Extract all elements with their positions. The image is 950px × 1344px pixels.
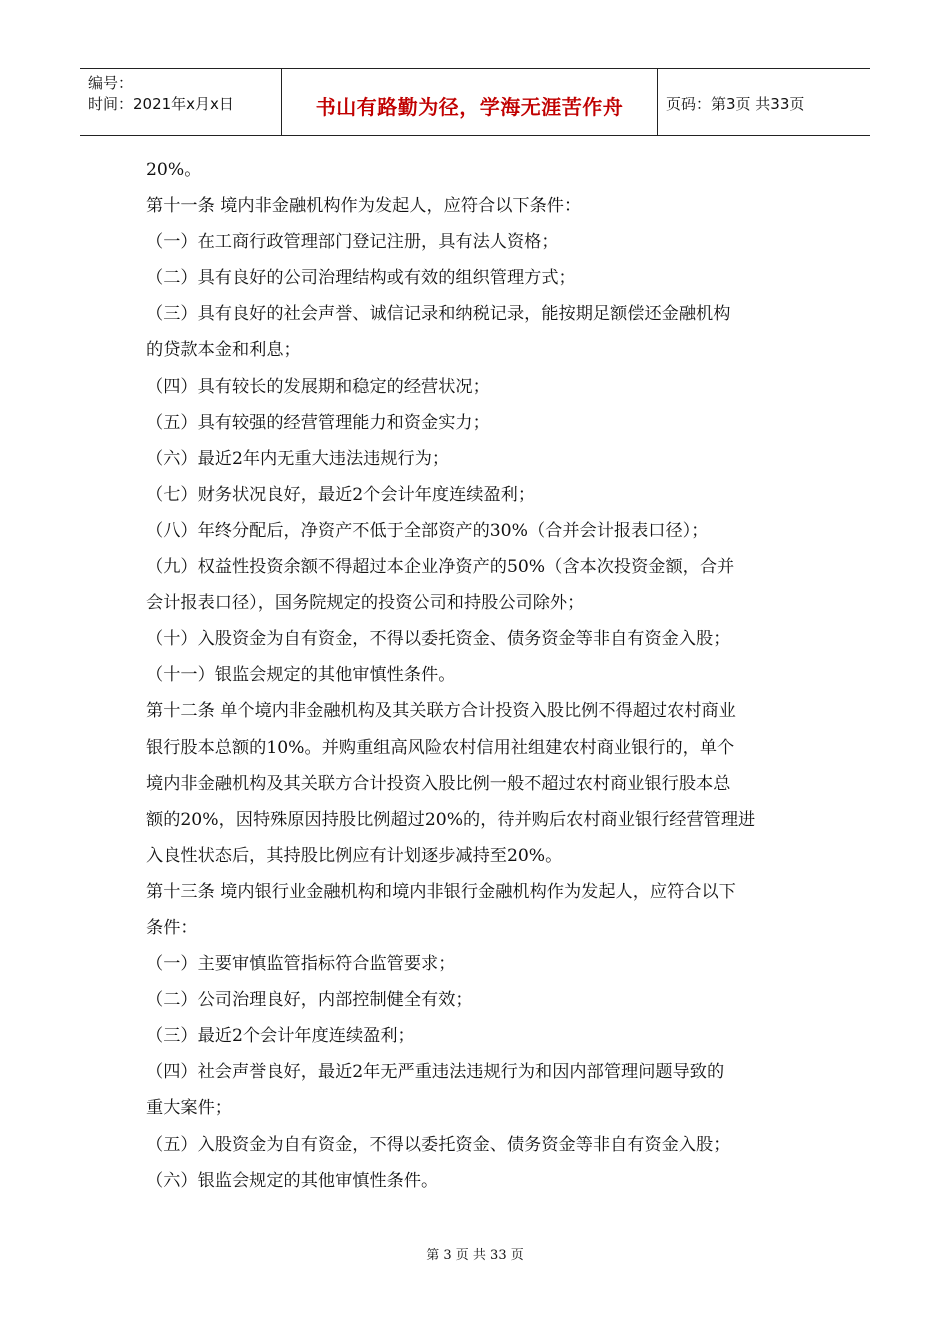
text-line: （五）具有较强的经营管理能力和资金实力； (146, 412, 490, 433)
text-line: （二）具有良好的公司治理结构或有效的组织管理方式； (146, 268, 576, 289)
text-line: 额的20%，因特殊原因持股比例超过20%的，待并购后农村商业银行经营管理进 (146, 809, 756, 830)
text-line: 第十三条 境内银行业金融机构和境内非银行金融机构作为发起人，应符合以下 (146, 881, 736, 902)
text-line: （五）入股资金为自有资金，不得以委托资金、债务资金等非自有资金入股； (146, 1134, 731, 1155)
text-line: 的贷款本金和利息； (146, 340, 301, 361)
header-motto: 书山有路勤为径，学海无涯苦作舟 (315, 94, 624, 119)
header-meta-cell (80, 69, 282, 135)
text-line: 会计报表口径），国务院规定的投资公司和持股公司除外； (146, 593, 585, 614)
page-header (80, 68, 870, 136)
text-line: 第十一条 境内非金融机构作为发起人，应符合以下条件： (146, 196, 582, 217)
text-line: （四）具有较长的发展期和稳定的经营状况； (146, 376, 490, 397)
text-line: （六）银监会规定的其他审慎性条件。 (146, 1170, 439, 1191)
text-line: （十一）银监会规定的其他审慎性条件。 (146, 665, 456, 686)
text-line: （六）最近2年内无重大违法违规行为； (146, 448, 450, 469)
text-line: 条件： (146, 917, 198, 938)
header-motto-cell (282, 69, 658, 135)
document-body (146, 152, 826, 1199)
text-line: 入良性状态后，其持股比例应有计划逐步减持至20%。 (146, 845, 563, 866)
text-line: （十）入股资金为自有资金，不得以委托资金、债务资金等非自有资金入股； (146, 629, 731, 650)
text-line: （三）具有良好的社会声誉、诚信记录和纳税记录，能按期足额偿还金融机构 (146, 304, 731, 325)
text-line: （八）年终分配后，净资产不低于全部资产的30%（合并会计报表口径）； (146, 520, 709, 541)
serial-number-label: 编号： (88, 74, 134, 92)
text-line: （一）在工商行政管理部门登记注册，具有法人资格； (146, 232, 559, 253)
text-line: （四）社会声誉良好，最近2年无严重违法违规行为和因内部管理问题导致的 (146, 1062, 725, 1083)
header-page-cell (658, 69, 870, 135)
text-line: （三）最近2个会计年度连续盈利； (146, 1026, 415, 1047)
footer-page-number: 第 3 页 共 33 页 (426, 1248, 524, 1263)
text-line: 20%。 (146, 160, 202, 180)
text-line: （九）权益性投资余额不得超过本企业净资产的50%（含本次投资金额，合并 (146, 557, 735, 578)
text-line: 银行股本总额的10%。并购重组高风险农村信用社组建农村商业银行的，单个 (146, 737, 735, 758)
text-line: （二）公司治理良好，内部控制健全有效； (146, 990, 473, 1011)
page-footer (0, 1244, 950, 1263)
text-line: 境内非金融机构及其关联方合计投资入股比例一般不超过农村商业银行股本总 (146, 773, 731, 794)
text-line: 重大案件； (146, 1098, 232, 1119)
text-line: （一）主要审慎监管指标符合监管要求； (146, 954, 456, 975)
text-line: 第十二条 单个境内非金融机构及其关联方合计投资入股比例不得超过农村商业 (146, 701, 736, 722)
date-label: 时间：2021年x月x日 (88, 95, 234, 113)
header-page-info: 页码：第3页 共33页 (666, 94, 805, 113)
text-line: （七）财务状况良好，最近2个会计年度连续盈利； (146, 484, 536, 505)
